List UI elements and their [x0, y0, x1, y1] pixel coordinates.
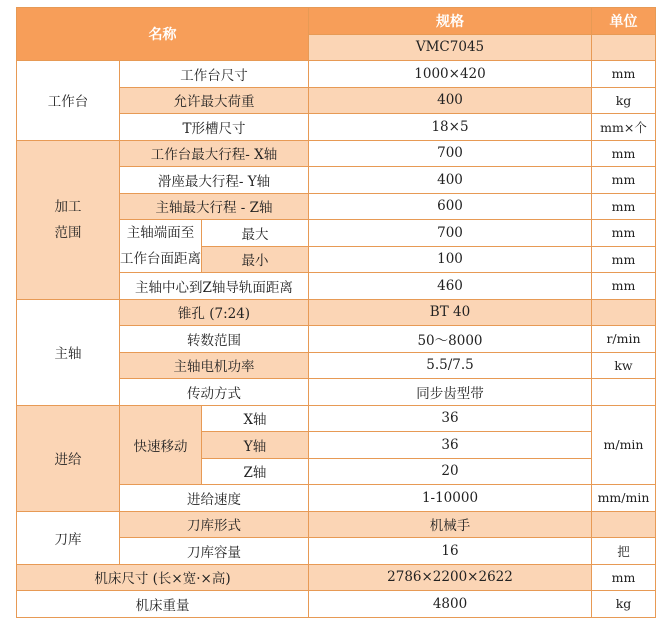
- row-value: BT 40: [309, 299, 592, 326]
- row-unit: kw: [592, 352, 656, 379]
- row-value: 36: [309, 405, 592, 432]
- group-magazine: 刀库: [17, 511, 120, 564]
- group-range: 加工 范围: [17, 140, 120, 299]
- row-value: 600: [309, 193, 592, 220]
- header-row: [17, 8, 656, 35]
- row-label: 滑座最大行程- Y轴: [120, 167, 309, 194]
- row-unit: mm: [592, 167, 656, 194]
- header-spec: 规格: [309, 8, 592, 35]
- row-value: 460: [309, 273, 592, 300]
- row-unit: mm: [592, 273, 656, 300]
- row-value: 18×5: [309, 114, 592, 141]
- rapid-unit: m/min: [592, 405, 656, 485]
- row-label: T形槽尺寸: [120, 114, 309, 141]
- row-label: 最小: [202, 246, 309, 273]
- row-label: 传动方式: [120, 379, 309, 406]
- row-value: 4800: [309, 591, 592, 618]
- row-label: 主轴最大行程 - Z轴: [120, 193, 309, 220]
- row-value: 5.5/7.5: [309, 352, 592, 379]
- row-label: Y轴: [202, 432, 309, 459]
- row-label: 机床重量: [17, 591, 309, 618]
- row-label: 允许最大荷重: [120, 87, 309, 114]
- row-value: 36: [309, 432, 592, 459]
- row-value: 2786×2200×2622: [309, 564, 592, 591]
- row-label: 进给速度: [120, 485, 309, 512]
- nose-distance-label: 主轴端面至 工作台面距离: [120, 220, 202, 273]
- row-value: 700: [309, 220, 592, 247]
- header-name: 名称: [17, 8, 309, 61]
- model-unit-empty: [592, 34, 656, 61]
- group-spindle: 主轴: [17, 299, 120, 405]
- row-label: 刀库容量: [120, 538, 309, 565]
- row-unit: mm: [592, 220, 656, 247]
- row-label: 主轴中心到Z轴导轨面距离: [120, 273, 309, 300]
- row-value: 400: [309, 167, 592, 194]
- row-value: 400: [309, 87, 592, 114]
- row-value: 机械手: [309, 511, 592, 538]
- row-unit: mm: [592, 193, 656, 220]
- row-value: 同步齿型带: [309, 379, 592, 406]
- row-value: 100: [309, 246, 592, 273]
- row-unit: mm/min: [592, 485, 656, 512]
- group-feed: 进给: [17, 405, 120, 511]
- row-unit: mm×个: [592, 114, 656, 141]
- row-value: 1-10000: [309, 485, 592, 512]
- row-unit: [592, 299, 656, 326]
- row-unit: mm: [592, 564, 656, 591]
- table-row: [17, 591, 656, 618]
- row-label: X轴: [202, 405, 309, 432]
- row-label: 锥孔 (7:24): [120, 299, 309, 326]
- row-label: Z轴: [202, 458, 309, 485]
- table-row: [17, 564, 656, 591]
- table-row: [17, 140, 656, 167]
- group-worktable: 工作台: [17, 61, 120, 141]
- rapid-traverse-label: 快速移动: [120, 405, 202, 485]
- row-unit: mm: [592, 61, 656, 88]
- spec-table: [16, 7, 656, 618]
- row-label: 工作台尺寸: [120, 61, 309, 88]
- table-row: [17, 511, 656, 538]
- row-unit: r/min: [592, 326, 656, 353]
- header-unit: 单位: [592, 8, 656, 35]
- row-unit: [592, 511, 656, 538]
- table-row: [17, 61, 656, 88]
- row-label: 主轴电机功率: [120, 352, 309, 379]
- row-label: 刀库形式: [120, 511, 309, 538]
- row-label: 工作台最大行程- X轴: [120, 140, 309, 167]
- model-value: VMC7045: [309, 34, 592, 61]
- spec-table-container: [16, 7, 656, 618]
- row-unit: 把: [592, 538, 656, 565]
- row-label: 机床尺寸 (长×宽·×高): [17, 564, 309, 591]
- table-row: [17, 405, 656, 432]
- row-value: 700: [309, 140, 592, 167]
- row-unit: mm: [592, 246, 656, 273]
- row-value: 50～8000: [309, 326, 592, 353]
- row-unit: kg: [592, 87, 656, 114]
- row-value: 20: [309, 458, 592, 485]
- table-row: [17, 299, 656, 326]
- row-unit: [592, 379, 656, 406]
- row-label: 转数范围: [120, 326, 309, 353]
- row-unit: mm: [592, 140, 656, 167]
- row-value: 1000×420: [309, 61, 592, 88]
- row-label: 最大: [202, 220, 309, 247]
- row-unit: kg: [592, 591, 656, 618]
- row-value: 16: [309, 538, 592, 565]
